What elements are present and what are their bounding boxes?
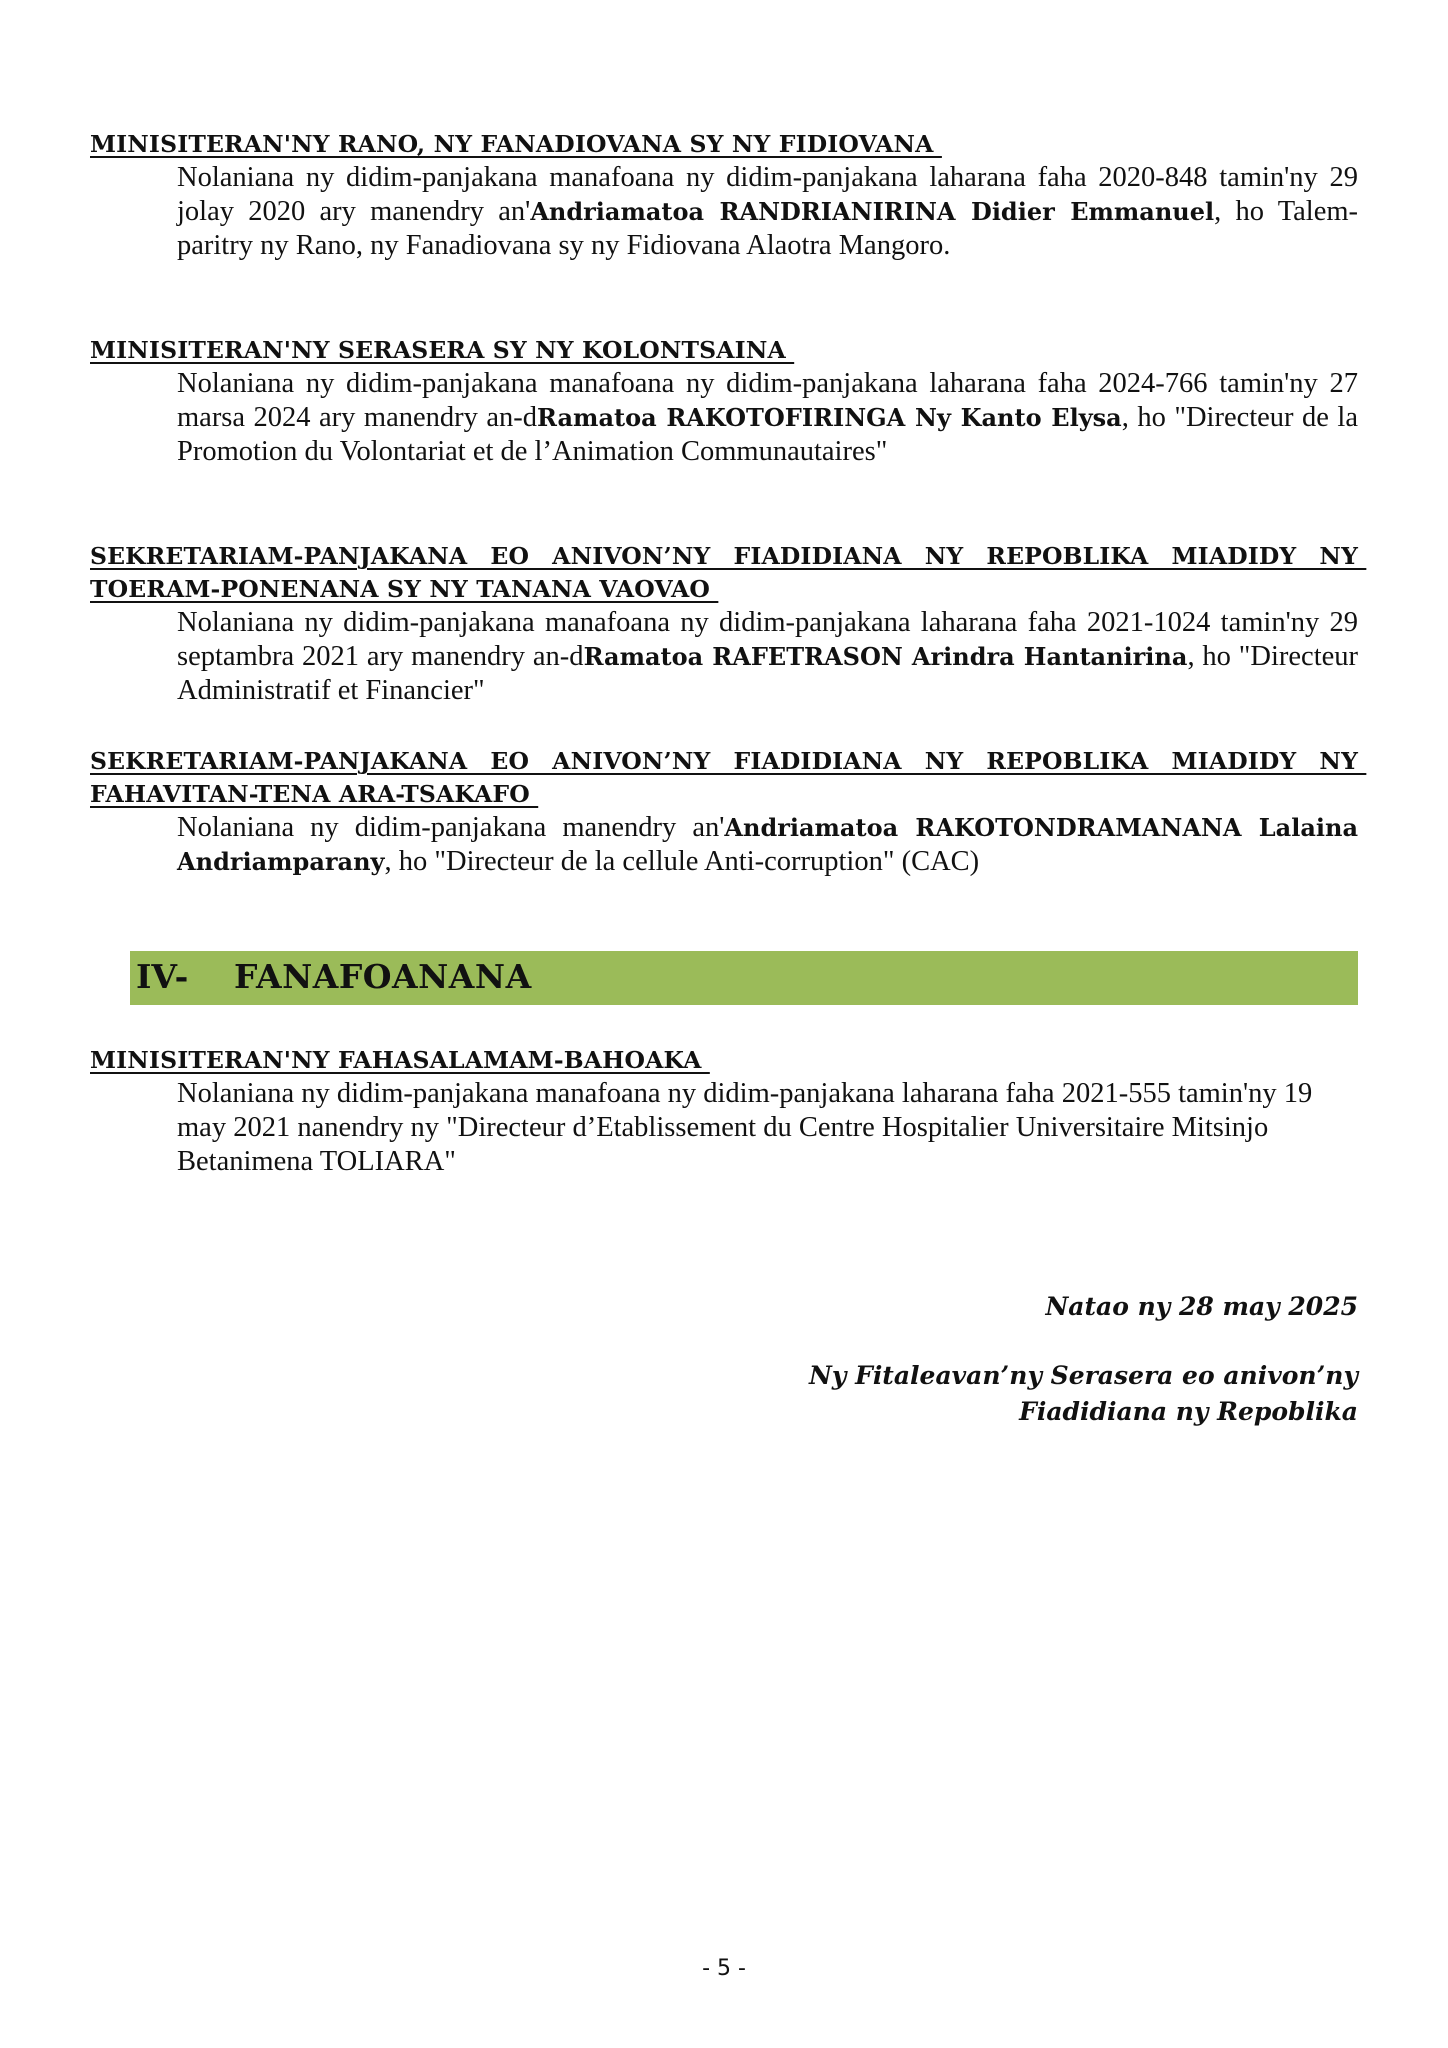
section-body	[177, 606, 1358, 708]
signoff-date: Natao ny 28 may 2025	[1045, 1292, 1358, 1321]
section-body: Nolaniana ny didim-panjakana manafoana ny didim-panjakana laharana faha 2021-555 tamin'ny 19 may 2021 nanendry ny "Directeur d’Etablissement du Centre Hospitalier Universitaire Mitsinjo Betanimena TOLIARA"	[177, 1078, 1313, 1177]
section-heading: MINISITERAN'NY SERASERA SY NY KOLONTSAINA	[90, 336, 795, 364]
body-text: , ho "Directeur Administratif et Financier"	[177, 641, 1359, 706]
section-ministry-communication	[90, 334, 1358, 469]
part-title: FANAFOANANA	[234, 957, 532, 996]
body-text: Nolaniana ny didim-panjakana manafoana ny didim-panjakana laharana faha 2024-766 tamin'ny 27 marsa 2024 ary manendry an-d	[177, 368, 1358, 433]
page-number: - 5 -	[702, 1956, 746, 1981]
section-secretariat-housing	[90, 540, 1367, 708]
appointee-name: Ramatoa RAKOTOFIRINGA Ny Kanto Elysa	[537, 403, 1122, 432]
section-heading: MINISITERAN'NY RANO, NY FANADIOVANA SY NY FIDIOVANA	[90, 130, 942, 158]
body-text: Nolaniana ny didim-panjakana manendry an'	[177, 812, 725, 843]
appointee-name: Andriamatoa RAKOTONDRAMANANA Lalaina Andriamparany	[177, 813, 1358, 876]
section-body	[177, 367, 1358, 469]
section-body	[177, 161, 1358, 263]
section-ministry-health	[90, 1044, 1358, 1179]
appointee-name: Andriamatoa RANDRIANIRINA Didier Emmanuel	[530, 197, 1215, 226]
section-body	[177, 811, 1358, 879]
body-text: , ho "Directeur de la Promotion du Volontariat et de l’Animation Communautaires"	[177, 402, 1358, 467]
section-heading: SEKRETARIAM-PANJAKANA EO ANIVON’NY FIADIDIANA NY REPOBLIKA MIADIDY NY TOERAM-PONENANA SY NY TANANA VAOVAO	[90, 542, 1367, 603]
body-text: , ho "Directeur de la cellule Anti-corruption" (CAC)	[384, 846, 980, 877]
part-number: IV-	[136, 957, 189, 996]
section-heading: MINISITERAN'NY FAHASALAMAM-BAHOAKA	[90, 1046, 710, 1074]
section-secretariat-food	[90, 745, 1367, 879]
signatory-line-2: Fiadidiana ny Repoblika	[1019, 1397, 1358, 1426]
body-text: , ho Talem-paritry ny Rano, ny Fanadiovana sy ny Fidiovana Alaotra Mangoro.	[177, 196, 1358, 261]
appointee-name: Ramatoa RAFETRASON Arindra Hantanirina	[583, 642, 1188, 671]
body-text: Nolaniana ny didim-panjakana manafoana ny didim-panjakana laharana faha 2020-848 tamin'ny 29 jolay 2020 ary manendry an'	[177, 162, 1358, 227]
part-heading-bar	[130, 951, 1358, 1005]
signatory-line-1: Ny Fitaleavan’ny Serasera eo anivon’ny	[808, 1361, 1358, 1390]
section-heading: SEKRETARIAM-PANJAKANA EO ANIVON’NY FIADIDIANA NY REPOBLIKA MIADIDY NY FAHAVITAN-TENA ARA-TSAKAFO	[90, 747, 1367, 808]
section-ministry-water	[90, 128, 1358, 263]
body-text: Nolaniana ny didim-panjakana manafoana ny didim-panjakana laharana faha 2021-1024 tamin'ny 29 septambra 2021 ary manendry an-d	[177, 607, 1358, 672]
